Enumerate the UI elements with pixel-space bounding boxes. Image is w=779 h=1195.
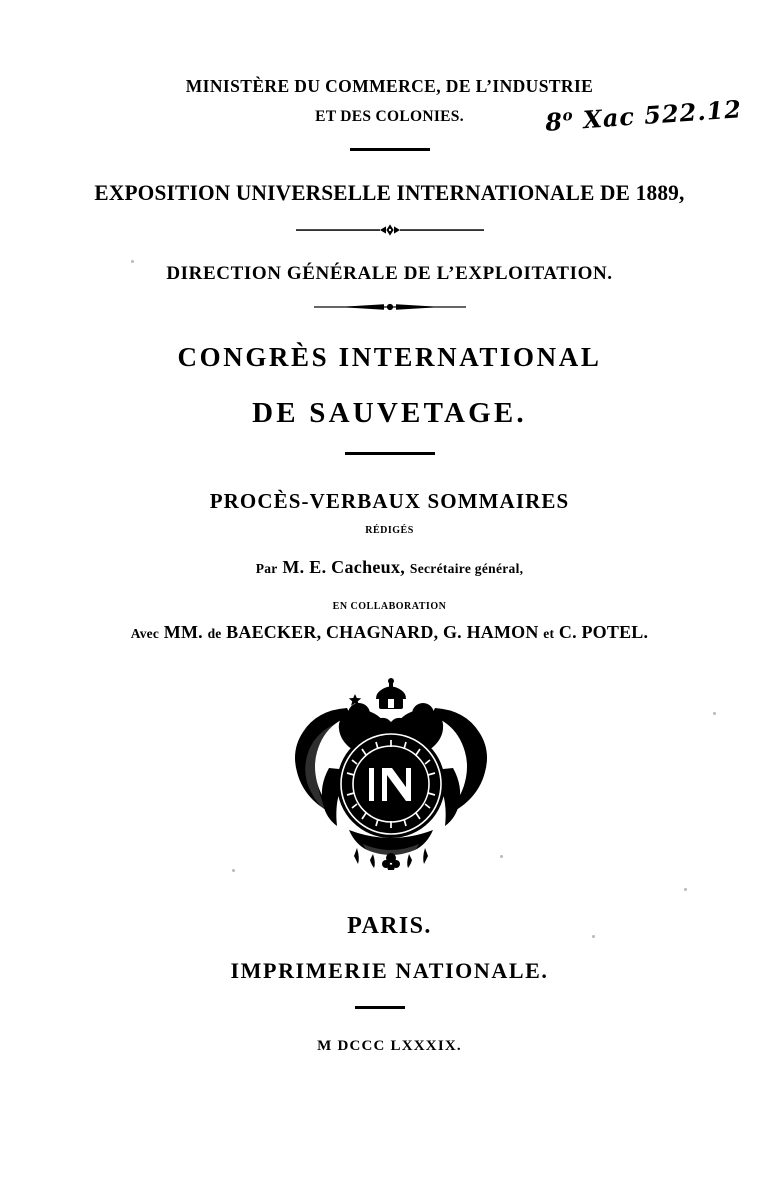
scan-speck bbox=[592, 935, 595, 938]
divider-rule-plain-2 bbox=[345, 452, 435, 455]
scan-speck bbox=[500, 855, 503, 858]
divider-ornament-fleuron bbox=[290, 221, 490, 239]
shelfmark-degree: o bbox=[561, 105, 575, 125]
main-title bbox=[0, 344, 779, 428]
imprimerie-nationale-emblem-icon bbox=[285, 672, 497, 870]
collab-et: et bbox=[543, 626, 555, 641]
collaborators-line bbox=[0, 622, 779, 643]
imprint-city: PARIS. bbox=[347, 913, 432, 939]
subtitle-line: PROCÈS-VERBAUX SOMMAIRES bbox=[209, 489, 570, 513]
author-line bbox=[0, 557, 779, 578]
ministry-line-2: ET DES COLONIES. bbox=[315, 107, 464, 125]
divider-rule-plain-3 bbox=[355, 1006, 405, 1009]
imprint-press: IMPRIMERIE NATIONALE. bbox=[230, 958, 549, 983]
collab-de: de bbox=[207, 626, 222, 641]
scan-speck bbox=[232, 869, 235, 872]
author-role: Secrétaire général, bbox=[409, 561, 524, 576]
collab-names: BAECKER, CHAGNARD, G. HAMON bbox=[226, 622, 539, 642]
imprint-date: M DCCC LXXXIX. bbox=[317, 1038, 462, 1054]
collaboration-label: EN COLLABORATION bbox=[332, 601, 447, 612]
collab-avec: Avec bbox=[130, 626, 160, 641]
ministry-line-1: MINISTÈRE DU COMMERCE, DE L’INDUSTRIE bbox=[185, 76, 594, 96]
direction-line: DIRECTION GÉNÉRALE DE L’EXPLOITATION. bbox=[166, 263, 613, 284]
shelfmark-prefix: 8 bbox=[544, 106, 564, 137]
redige-label: RÉDIGÉS bbox=[365, 525, 414, 536]
collab-mm: MM. bbox=[163, 622, 203, 642]
main-title-line-2: DE SAUVETAGE. bbox=[252, 397, 527, 429]
divider-ornament-spindle bbox=[312, 300, 468, 314]
author-name: M. E. Cacheux, bbox=[282, 557, 406, 577]
scan-speck bbox=[684, 888, 687, 891]
main-title-line-1: CONGRÈS INTERNATIONAL bbox=[177, 342, 602, 372]
collab-last: C. POTEL. bbox=[558, 622, 649, 642]
scan-speck bbox=[131, 260, 134, 263]
divider-rule-plain bbox=[350, 148, 430, 151]
shelfmark-call-number: Xac 522.12 bbox=[582, 94, 743, 135]
scan-speck bbox=[713, 712, 716, 715]
author-par: Par bbox=[255, 561, 278, 576]
exposition-line: EXPOSITION UNIVERSELLE INTERNATIONALE DE 1889, bbox=[94, 180, 685, 205]
